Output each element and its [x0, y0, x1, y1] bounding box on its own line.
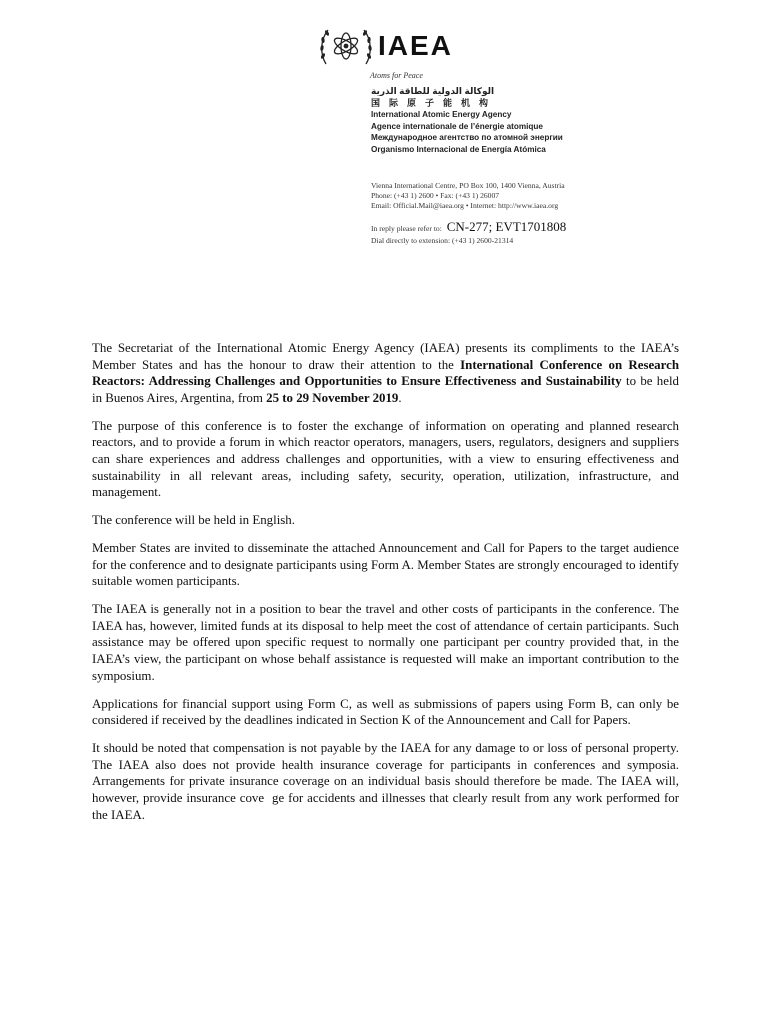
agency-name-chinese: 国际原子能机构	[371, 97, 498, 108]
paragraph-invitation: Member States are invited to disseminate the attached Announcement and Call for Papers to the target audience for the conference and to designate participants using Form A. Member States are strongly encouraged to identify suitable women participants.	[92, 541, 679, 589]
paragraph-purpose: The purpose of this conference is to foster the exchange of information on operating and planned research reactors, and to provide a forum in which reactor operators, managers, users, regulators, designers and suppliers can share experiences and address challenges and opportunities, with a view to ensuring effectiveness and sustainability in all relevant areas, including safety, security, operation, utilization, infrastructure, and management.	[92, 418, 679, 500]
intro-location: to be held in Buenos Aires, Argentina, from	[92, 374, 679, 405]
paragraph-intro	[92, 340, 679, 406]
atom-laurel-icon	[318, 24, 374, 70]
paragraph-insurance: It should be noted that compensation is not payable by the IAEA for any damage to or loss of personal property. The IAEA also does not provide health insurance coverage for participants in conferences and symposia. Arrangements for private insurance coverage on an individual basis should therefore be made. The IAEA will, however, provide insurance cove ge for accidents and illnesses that clearly result from any work performed for the IAEA.	[92, 741, 679, 822]
email-line: Email: Official.Mail@iaea.org • Internet: http://www.iaea.org	[371, 201, 559, 210]
phone-line: Phone: (+43 1) 2600 • Fax: (+43 1) 26007	[371, 191, 500, 200]
reply-label: In reply please refer to:	[371, 224, 442, 233]
agency-names	[371, 86, 563, 156]
address-line: Vienna International Centre, PO Box 100, 1400 Vienna, Austria	[371, 181, 565, 190]
agency-name-russian: Международное агентство по атомной энергии	[371, 133, 563, 143]
paragraph-applications: Applications for financial support using Form C, as well as submissions of papers using Form B, can only be considered if received by the deadlines indicated in Section K of the Announcement and Call for Papers.	[92, 696, 679, 728]
iaea-logo	[318, 24, 468, 70]
intro-text: The Secretariat of the International Atomic Energy Agency (IAEA) presents its compliments to the IAEA’s Member States and has the honour to draw their attention to the	[92, 341, 679, 372]
agency-name-spanish: Organismo Internacional de Energía Atómica	[371, 144, 546, 154]
agency-name-arabic: الوكالة الدولية للطاقة الذرية	[371, 86, 495, 96]
paragraph-costs: The IAEA is generally not in a position to bear the travel and other costs of participants in the conference. The IAEA has, however, limited funds at its disposal to help meet the cost of attendance of certain participants. Such assistance may be offered upon specific request to normally one participant per country provided that, in the IAEA’s view, the participant on whose behalf assistance is requested will make an important contribution to the symposium.	[92, 602, 679, 683]
contact-block	[371, 181, 565, 211]
reply-reference	[371, 219, 566, 235]
dial-extension: Dial directly to extension: (+43 1) 2600-21314	[371, 236, 514, 245]
tagline: Atoms for Peace	[370, 71, 423, 80]
logo-wordmark: IAEA	[378, 30, 453, 61]
letter-body	[92, 340, 679, 835]
intro-end: .	[398, 390, 402, 405]
reference-number: CN-277; EVT1701808	[446, 219, 567, 234]
paragraph-language: The conference will be held in English.	[92, 513, 295, 528]
agency-name-english: International Atomic Energy Agency	[371, 110, 512, 120]
conference-title: International Conference on Research Reactors: Addressing Challenges and Opportunities to Ensure Effectiveness and Sustainability	[92, 357, 680, 389]
agency-name-french: Agence internationale de l’énergie atomique	[371, 121, 543, 131]
conference-dates: 25 to 29 November 2019	[266, 390, 399, 405]
